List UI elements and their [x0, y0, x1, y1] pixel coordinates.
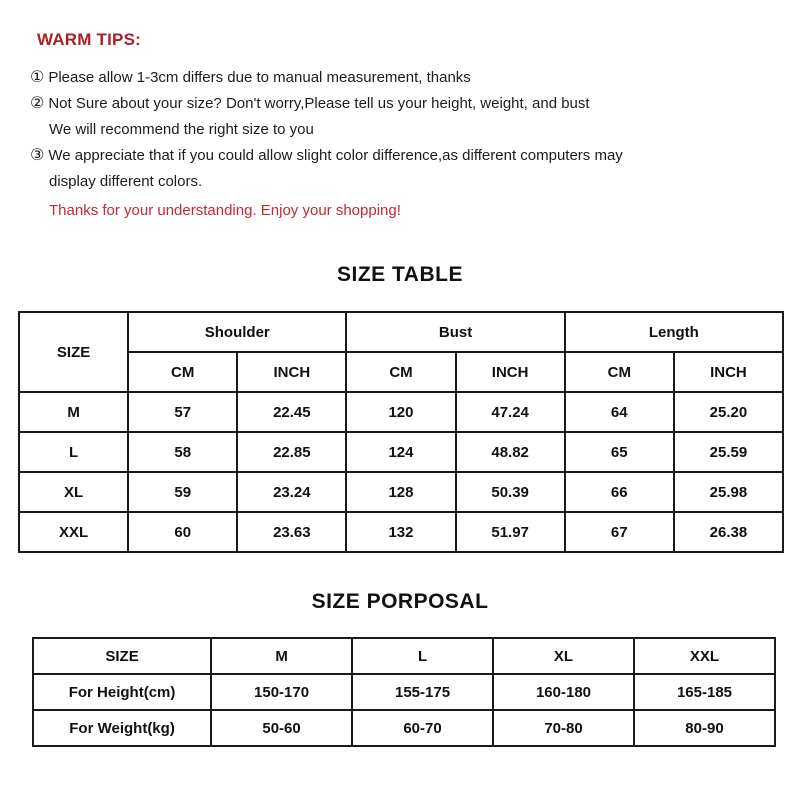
- table-cell: 59: [128, 472, 237, 512]
- proposal-header-m: M: [211, 638, 352, 674]
- tip-2-line-2: We will recommend the right size to you: [49, 121, 314, 138]
- table-cell: 155-175: [352, 674, 493, 710]
- circled-2-icon: ②: [30, 95, 45, 112]
- tip-3-line-2: display different colors.: [49, 173, 203, 190]
- unit-header: INCH: [674, 352, 783, 392]
- table-cell: 67: [565, 512, 674, 552]
- size-proposal-table: [32, 637, 776, 747]
- tip-3-text: We appreciate that if you could allow slight color difference,as different computers may: [48, 147, 623, 164]
- table-cell: 165-185: [634, 674, 775, 710]
- table-cell: 60-70: [352, 710, 493, 746]
- size-table-row-m: [19, 392, 783, 432]
- circled-1-icon: ①: [30, 69, 45, 86]
- size-table-group-header-row: [19, 312, 783, 352]
- unit-header: CM: [346, 352, 455, 392]
- proposal-header-xxl: XXL: [634, 638, 775, 674]
- warm-tips-section: [0, 30, 800, 224]
- unit-header: INCH: [237, 352, 346, 392]
- size-label: L: [19, 432, 128, 472]
- table-cell: 132: [346, 512, 455, 552]
- table-cell: 50.39: [456, 472, 565, 512]
- thanks-message: Thanks for your understanding. Enjoy your shopping!: [49, 202, 401, 219]
- table-cell: 150-170: [211, 674, 352, 710]
- table-cell: 65: [565, 432, 674, 472]
- table-cell: 66: [565, 472, 674, 512]
- tip-1: [30, 65, 780, 91]
- size-proposal-title: SIZE PORPOSAL: [311, 590, 489, 613]
- table-cell: 47.24: [456, 392, 565, 432]
- size-table-corner-header: SIZE: [19, 312, 128, 392]
- size-table-row-xl: [19, 472, 783, 512]
- tip-3: [30, 143, 780, 169]
- table-cell: 160-180: [493, 674, 634, 710]
- table-cell: 120: [346, 392, 455, 432]
- table-cell: 23.63: [237, 512, 346, 552]
- size-table-unit-header-row: [19, 352, 783, 392]
- size-label: XXL: [19, 512, 128, 552]
- size-table-header-length: Length: [565, 312, 783, 352]
- unit-header: CM: [128, 352, 237, 392]
- table-cell: 25.98: [674, 472, 783, 512]
- table-cell: 70-80: [493, 710, 634, 746]
- proposal-header-size: SIZE: [33, 638, 211, 674]
- size-label: M: [19, 392, 128, 432]
- size-table: [18, 311, 784, 553]
- table-cell: 60: [128, 512, 237, 552]
- proposal-row-height: [33, 674, 775, 710]
- warm-tips-title: WARM TIPS:: [37, 30, 141, 49]
- size-table-row-l: [19, 432, 783, 472]
- table-cell: 80-90: [634, 710, 775, 746]
- size-table-header-shoulder: Shoulder: [128, 312, 346, 352]
- proposal-row-weight: [33, 710, 775, 746]
- table-cell: 22.45: [237, 392, 346, 432]
- tip-2-text: Not Sure about your size? Don't worry,Please tell us your height, weight, and bust: [48, 95, 590, 112]
- unit-header: CM: [565, 352, 674, 392]
- table-cell: 128: [346, 472, 455, 512]
- table-cell: 57: [128, 392, 237, 432]
- proposal-header-l: L: [352, 638, 493, 674]
- tip-1-text: Please allow 1-3cm differs due to manual measurement, thanks: [48, 69, 471, 86]
- size-table-title: SIZE TABLE: [337, 263, 463, 286]
- row-label: For Height(cm): [33, 674, 211, 710]
- tip-2: [30, 91, 780, 117]
- unit-header: INCH: [456, 352, 565, 392]
- table-cell: 124: [346, 432, 455, 472]
- proposal-header-row: [33, 638, 775, 674]
- table-cell: 25.59: [674, 432, 783, 472]
- table-cell: 23.24: [237, 472, 346, 512]
- table-cell: 64: [565, 392, 674, 432]
- size-table-row-xxl: [19, 512, 783, 552]
- table-cell: 26.38: [674, 512, 783, 552]
- table-cell: 58: [128, 432, 237, 472]
- size-label: XL: [19, 472, 128, 512]
- table-cell: 51.97: [456, 512, 565, 552]
- table-cell: 22.85: [237, 432, 346, 472]
- proposal-header-xl: XL: [493, 638, 634, 674]
- table-cell: 48.82: [456, 432, 565, 472]
- table-cell: 25.20: [674, 392, 783, 432]
- row-label: For Weight(kg): [33, 710, 211, 746]
- size-table-header-bust: Bust: [346, 312, 564, 352]
- circled-3-icon: ③: [30, 147, 45, 164]
- table-cell: 50-60: [211, 710, 352, 746]
